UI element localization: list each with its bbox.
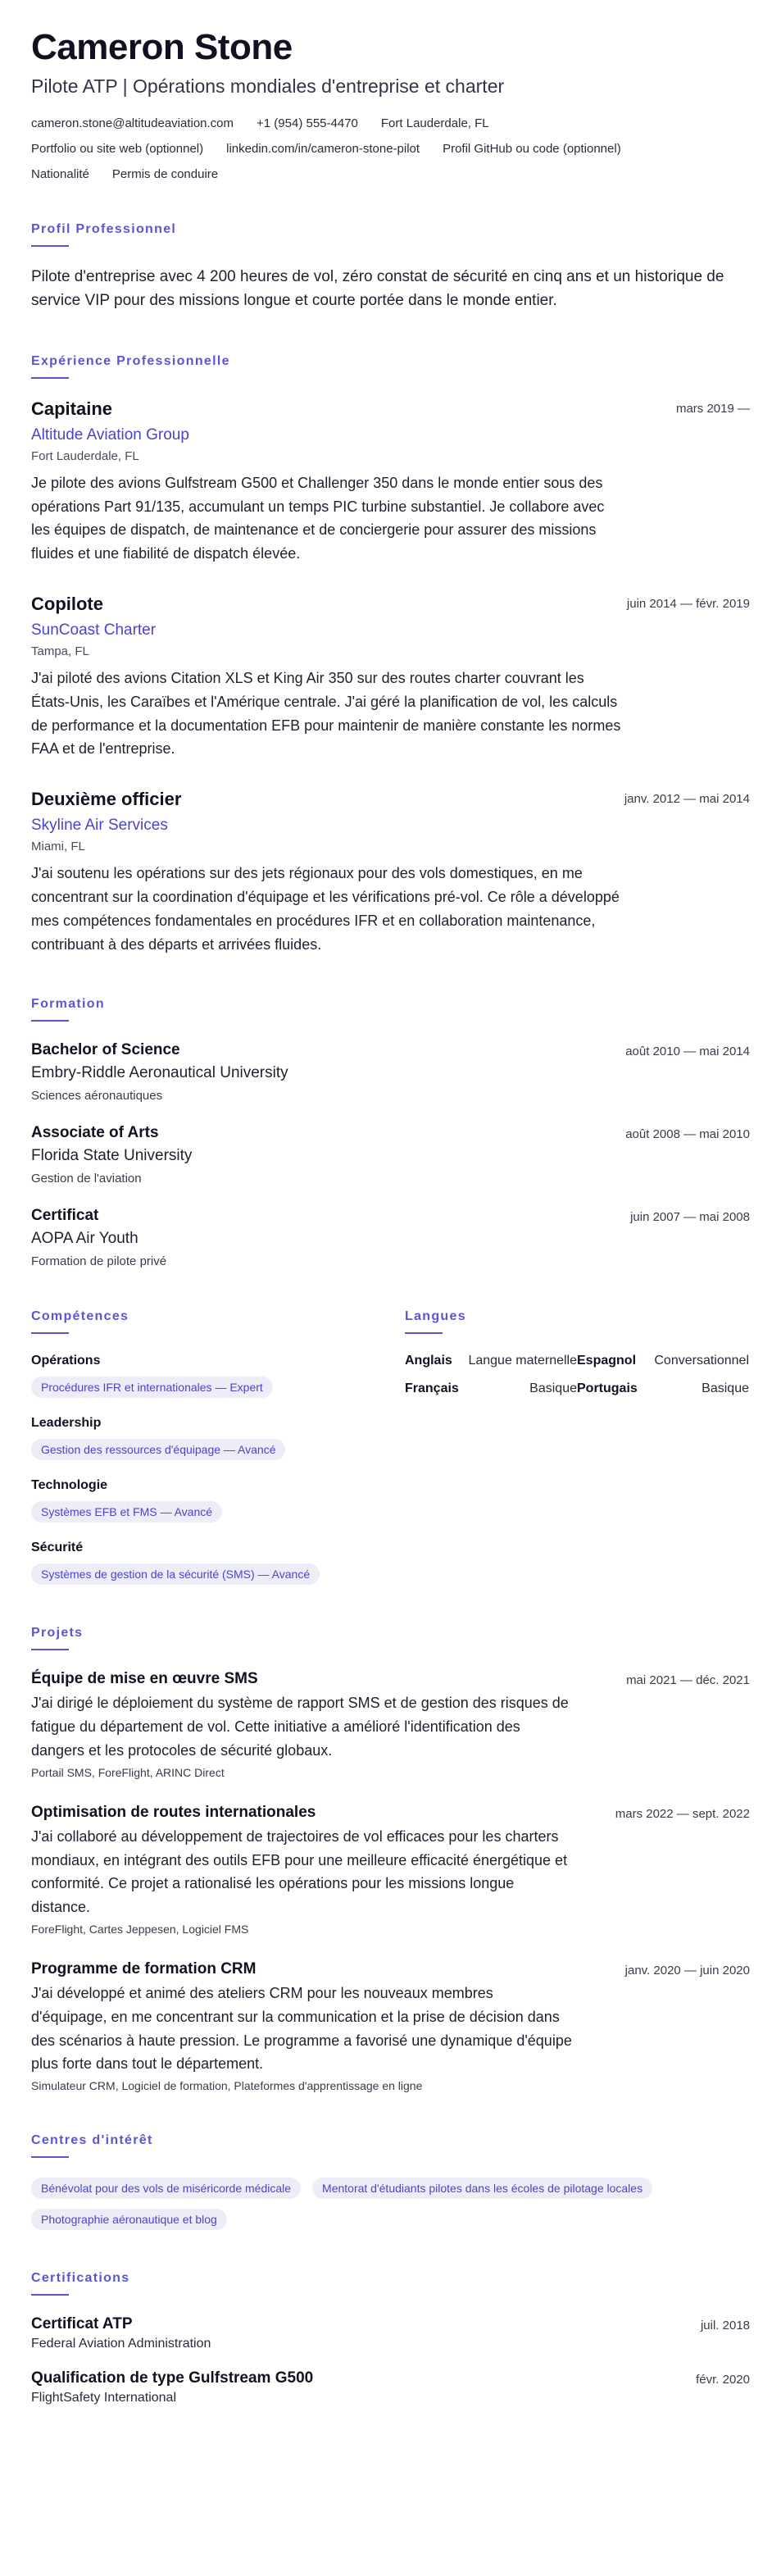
- job-title: Capitaine: [31, 398, 113, 419]
- project-tools: Simulateur CRM, Logiciel de formation, Plateformes d'apprentissage en ligne: [31, 2079, 423, 2093]
- project-tools: ForeFlight, Cartes Jeppesen, Logiciel FMS: [31, 1923, 249, 1936]
- degree-title: Certificat: [31, 1207, 99, 1225]
- entry-dates: mars 2019 —: [675, 401, 750, 416]
- language-item: [405, 1354, 577, 1368]
- portfolio-link[interactable]: Portfolio ou site web (optionnel): [31, 141, 204, 156]
- skills-section: [31, 1309, 405, 1585]
- language-name: Français: [405, 1381, 459, 1396]
- email-link[interactable]: cameron.stone@altitudeaviation.com: [31, 116, 234, 130]
- skill-category-name: Sécurité: [31, 1541, 84, 1555]
- school-name: Embry-Riddle Aeronautical University: [31, 1064, 288, 1082]
- section-title: Formation: [31, 997, 105, 1012]
- experience-entry: [31, 398, 750, 566]
- experience-section: [31, 354, 750, 957]
- field-of-study: Gestion de l'aviation: [31, 1172, 142, 1186]
- contact-row: [31, 116, 750, 130]
- skill-category: [31, 1416, 405, 1460]
- section-divider: [31, 1332, 69, 1334]
- language-item: [405, 1381, 577, 1396]
- field-of-study: Formation de pilote privé: [31, 1254, 167, 1269]
- section-title: Langues: [405, 1309, 466, 1324]
- projects-section: [31, 1626, 750, 2092]
- language-level: Langue maternelle: [468, 1354, 577, 1368]
- project-tools: Portail SMS, ForeFlight, ARINC Direct: [31, 1765, 225, 1779]
- language-name: Espagnol: [577, 1354, 637, 1368]
- entry-dates: juin 2014 — févr. 2019: [626, 597, 750, 612]
- candidate-name: Cameron Stone: [31, 27, 293, 67]
- degree-title: Bachelor of Science: [31, 1041, 180, 1059]
- entry-dates: mars 2022 — sept. 2022: [615, 1806, 750, 1821]
- language-item: [577, 1381, 749, 1396]
- github-link[interactable]: Profil GitHub ou code (optionnel): [443, 141, 621, 156]
- education-section: [31, 997, 750, 1268]
- project-title: Programme de formation CRM: [31, 1960, 257, 1978]
- interest-tag: Bénévolat pour des vols de miséricorde médicale: [31, 2178, 301, 2199]
- skill-tag: Systèmes EFB et FMS — Avancé: [31, 1501, 222, 1522]
- skill-tag: Systèmes de gestion de la sécurité (SMS) — Avancé: [31, 1563, 320, 1585]
- certification-date: févr. 2020: [696, 2373, 750, 2387]
- languages-grid: [405, 1354, 749, 1396]
- certifications-section: [31, 2271, 750, 2405]
- section-title: Profil Professionnel: [31, 221, 177, 236]
- certification-entry: [31, 2369, 750, 2405]
- job-location: Tampa, FL: [31, 644, 89, 659]
- skill-tag: Procédures IFR et internationales — Expert: [31, 1377, 273, 1398]
- section-title: Centres d'intérêt: [31, 2133, 153, 2148]
- language-item: [577, 1354, 749, 1368]
- skill-category-name: Technologie: [31, 1478, 108, 1493]
- entry-dates: juin 2007 — mai 2008: [630, 1210, 750, 1225]
- certification-name: Certificat ATP: [31, 2315, 133, 2333]
- project-title: Optimisation de routes internationales: [31, 1803, 316, 1821]
- skills-languages-row: [31, 1309, 750, 1585]
- experience-entry: [31, 594, 750, 761]
- linkedin-link[interactable]: linkedin.com/in/cameron-stone-pilot: [226, 141, 420, 156]
- entry-dates: août 2010 — mai 2014: [625, 1045, 750, 1059]
- job-description: Je pilote des avions Gulfstream G500 et Challenger 350 dans le monde entier sous des opérations Part 91/135, accumulant un temps PIC turbine substantiel. Je collabore avec les équipes de dispatch, de maintenance et de conciergerie pour assurer des missions fluides et une fiabilité de dispatch élevée.: [31, 474, 605, 562]
- entry-dates: janv. 2012 — mai 2014: [624, 792, 750, 807]
- field-of-study: Sciences aéronautiques: [31, 1089, 163, 1104]
- project-description: J'ai collaboré au développement de trajectoires de vol efficaces pour les charters mondiaux, en intégrant des outils EFB pour une meilleure efficacité énergétique et conformité. Ce projet a rationalisé les opérations pour les missions longue distance.: [31, 1827, 568, 1916]
- skill-tag: Gestion des ressources d'équipage — Avancé: [31, 1439, 285, 1460]
- company-name: Skyline Air Services: [31, 817, 168, 835]
- skill-category: [31, 1541, 405, 1585]
- entry-dates: août 2008 — mai 2010: [625, 1127, 750, 1142]
- entry-dates: mai 2021 — déc. 2021: [626, 1673, 750, 1688]
- company-name: SunCoast Charter: [31, 621, 157, 639]
- section-title: Expérience Professionnelle: [31, 353, 230, 368]
- certification-issuer: Federal Aviation Administration: [31, 2337, 211, 2351]
- certification-date: juil. 2018: [700, 2319, 750, 2333]
- phone-text: +1 (954) 555-4470: [257, 116, 358, 130]
- interest-tag: Mentorat d'étudiants pilotes dans les écoles de pilotage locales: [312, 2178, 652, 2199]
- profile-summary: Pilote d'entreprise avec 4 200 heures de vol, zéro constat de sécurité en cinq ans et un historique de service VIP pour des missions longue et courte portée dans le monde entier.: [31, 267, 724, 310]
- company-name: Altitude Aviation Group: [31, 426, 189, 444]
- skill-category-name: Leadership: [31, 1416, 102, 1431]
- project-entry: [31, 1960, 750, 2092]
- languages-section: [405, 1309, 749, 1585]
- skill-category: [31, 1478, 405, 1522]
- project-description: J'ai développé et animé des ateliers CRM pour les nouveaux membres d'équipage, en me concentrant sur la communication et la prise de décision dans des scénarios à haute pression. Le programme a favorisé une dynamique d'équipe plus forte dans tout le département.: [31, 1985, 572, 2073]
- certification-issuer: FlightSafety International: [31, 2391, 176, 2405]
- certification-name: Qualification de type Gulfstream G500: [31, 2369, 314, 2387]
- entry-dates: janv. 2020 — juin 2020: [624, 1964, 750, 1978]
- degree-title: Associate of Arts: [31, 1124, 159, 1142]
- nationality-text: Nationalité: [31, 166, 89, 181]
- experience-entry: [31, 789, 750, 956]
- section-divider: [31, 2156, 69, 2158]
- job-title: Copilote: [31, 594, 103, 615]
- section-divider: [31, 1020, 69, 1022]
- project-entry: [31, 1670, 750, 1778]
- interest-tag: Photographie aéronautique et blog: [31, 2209, 227, 2230]
- section-divider: [31, 245, 69, 247]
- job-description: J'ai piloté des avions Citation XLS et King Air 350 sur des routes charter couvrant les États-Unis, les Caraïbes et l'Amérique centrale. J'ai géré la planification de vol, les calculs de performance et la documentation EFB pour maintenir de manière constante les normes FAA et de l'entreprise.: [31, 670, 621, 758]
- school-name: Florida State University: [31, 1147, 193, 1165]
- project-title: Équipe de mise en œuvre SMS: [31, 1670, 258, 1688]
- section-title: Projets: [31, 1626, 84, 1641]
- links-row: [31, 142, 750, 156]
- skill-category-name: Opérations: [31, 1354, 101, 1368]
- location-text: Fort Lauderdale, FL: [380, 116, 489, 130]
- section-divider: [31, 377, 69, 379]
- language-level: Basique: [529, 1381, 577, 1396]
- project-entry: [31, 1804, 750, 1936]
- job-title: Deuxième officier: [31, 789, 182, 810]
- interests-list: [31, 2178, 750, 2230]
- resume-header: [31, 28, 750, 181]
- job-description: J'ai soutenu les opérations sur des jets régionaux pour des vols domestiques, en me concentrant sur la coordination d'équipage et les vérifications pré-vol. Ce rôle a développé mes compétences fondamentales en procédures IFR et en collaboration maintenance, contribuant à des départs et arrivées fluides.: [31, 865, 620, 953]
- section-divider: [31, 1649, 69, 1650]
- language-name: Portugais: [577, 1381, 638, 1396]
- section-title: Certifications: [31, 2271, 130, 2286]
- profile-section: [31, 222, 750, 313]
- personal-row: [31, 167, 750, 181]
- language-level: Basique: [702, 1381, 749, 1396]
- skill-category: [31, 1354, 405, 1398]
- education-entry: [31, 1041, 750, 1103]
- certification-entry: [31, 2315, 750, 2351]
- education-entry: [31, 1124, 750, 1186]
- candidate-headline: Pilote ATP | Opérations mondiales d'entreprise et charter: [31, 75, 505, 98]
- education-entry: [31, 1207, 750, 1268]
- section-divider: [405, 1332, 443, 1334]
- project-description: J'ai dirigé le déploiement du système de rapport SMS et de gestion des risques de fatigue du département de vol. Cette initiative a amélioré l'identification des dangers et les protocoles de sécurité globaux.: [31, 1695, 569, 1759]
- job-location: Fort Lauderdale, FL: [31, 448, 139, 463]
- language-name: Anglais: [405, 1354, 452, 1368]
- section-title: Compétences: [31, 1309, 129, 1324]
- section-divider: [31, 2294, 69, 2296]
- license-text: Permis de conduire: [111, 166, 219, 181]
- job-location: Miami, FL: [31, 840, 85, 854]
- interests-section: [31, 2133, 750, 2230]
- language-level: Conversationnel: [654, 1354, 749, 1368]
- school-name: AOPA Air Youth: [31, 1230, 138, 1248]
